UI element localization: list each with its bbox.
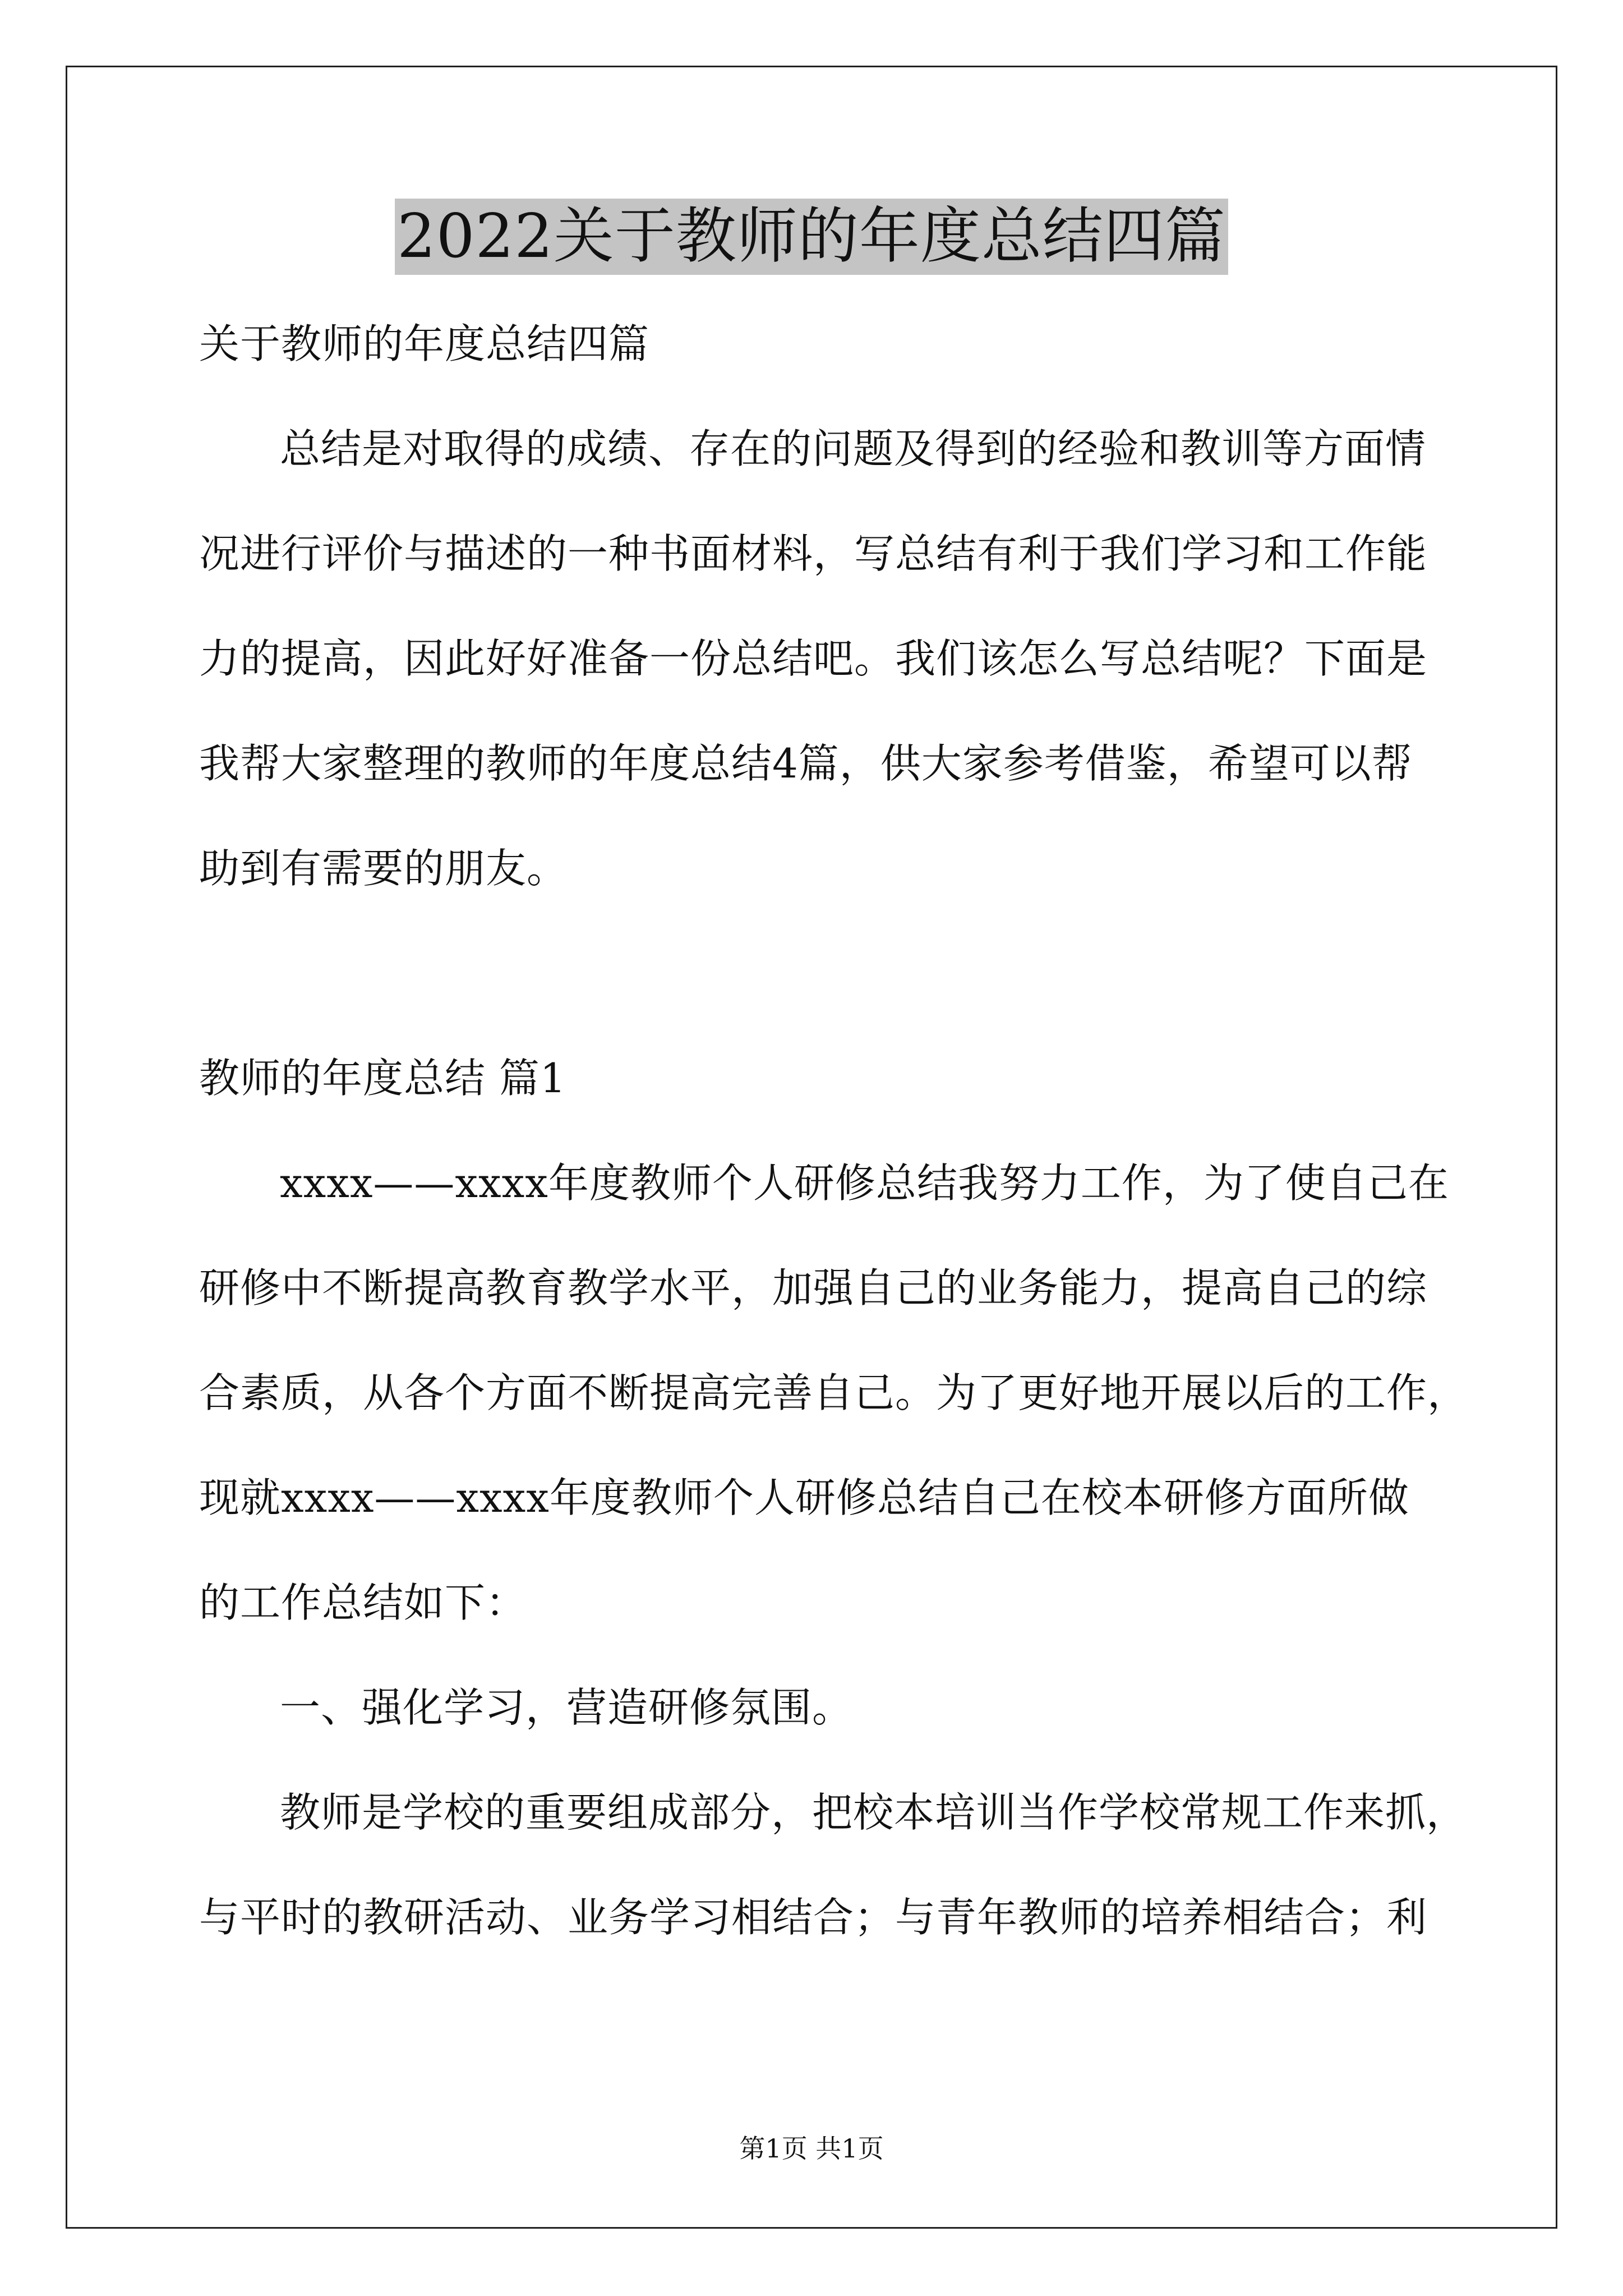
page-number: 第1页 共1页 bbox=[739, 2133, 884, 2164]
paragraph-line: 我帮大家整理的教师的年度总结4篇，供大家参考借鉴，希望可以帮 bbox=[199, 740, 1413, 787]
paragraph-line: 与平时的教研活动、业务学习相结合；与青年教师的培养相结合；利 bbox=[199, 1894, 1428, 1941]
paragraph-line: 总结是对取得的成绩、存在的问题及得到的经验和教训等方面情 bbox=[280, 425, 1427, 472]
paragraph-line: 的工作总结如下： bbox=[199, 1579, 527, 1626]
paragraph-line: 现就xxxx——xxxx年度教师个人研修总结自己在校本研修方面所做 bbox=[199, 1474, 1409, 1521]
subsection-heading: 一、强化学习，营造研修氛围。 bbox=[280, 1684, 854, 1731]
blank-line bbox=[199, 921, 1427, 1026]
paragraph-line: 教师是学校的重要组成部分，把校本培训当作学校常规工作来抓， bbox=[280, 1789, 1468, 1836]
document-body bbox=[199, 292, 1469, 1970]
paragraph-line: xxxx——xxxx年度教师个人研修总结我努力工作，为了使自己在 bbox=[280, 1159, 1449, 1207]
page-footer bbox=[0, 2132, 1623, 2165]
paragraph-line: 力的提高，因此好好准备一份总结吧。我们该怎么写总结呢？下面是 bbox=[199, 635, 1428, 682]
paragraph-line: 研修中不断提高教育教学水平，加强自己的业务能力，提高自己的综 bbox=[199, 1264, 1428, 1312]
title-container bbox=[0, 199, 1623, 275]
document-title: 2022关于教师的年度总结四篇 bbox=[395, 199, 1228, 275]
paragraph-line: 况进行评价与描述的一种书面材料，写总结有利于我们学习和工作能 bbox=[199, 530, 1428, 577]
paragraph-line: 合素质，从各个方面不断提高完善自己。为了更好地开展以后的工作， bbox=[199, 1369, 1469, 1416]
section-heading: 教师的年度总结 篇1 bbox=[199, 1055, 566, 1102]
subtitle-line: 关于教师的年度总结四篇 bbox=[199, 320, 650, 367]
paragraph-line: 助到有需要的朋友。 bbox=[199, 845, 568, 892]
